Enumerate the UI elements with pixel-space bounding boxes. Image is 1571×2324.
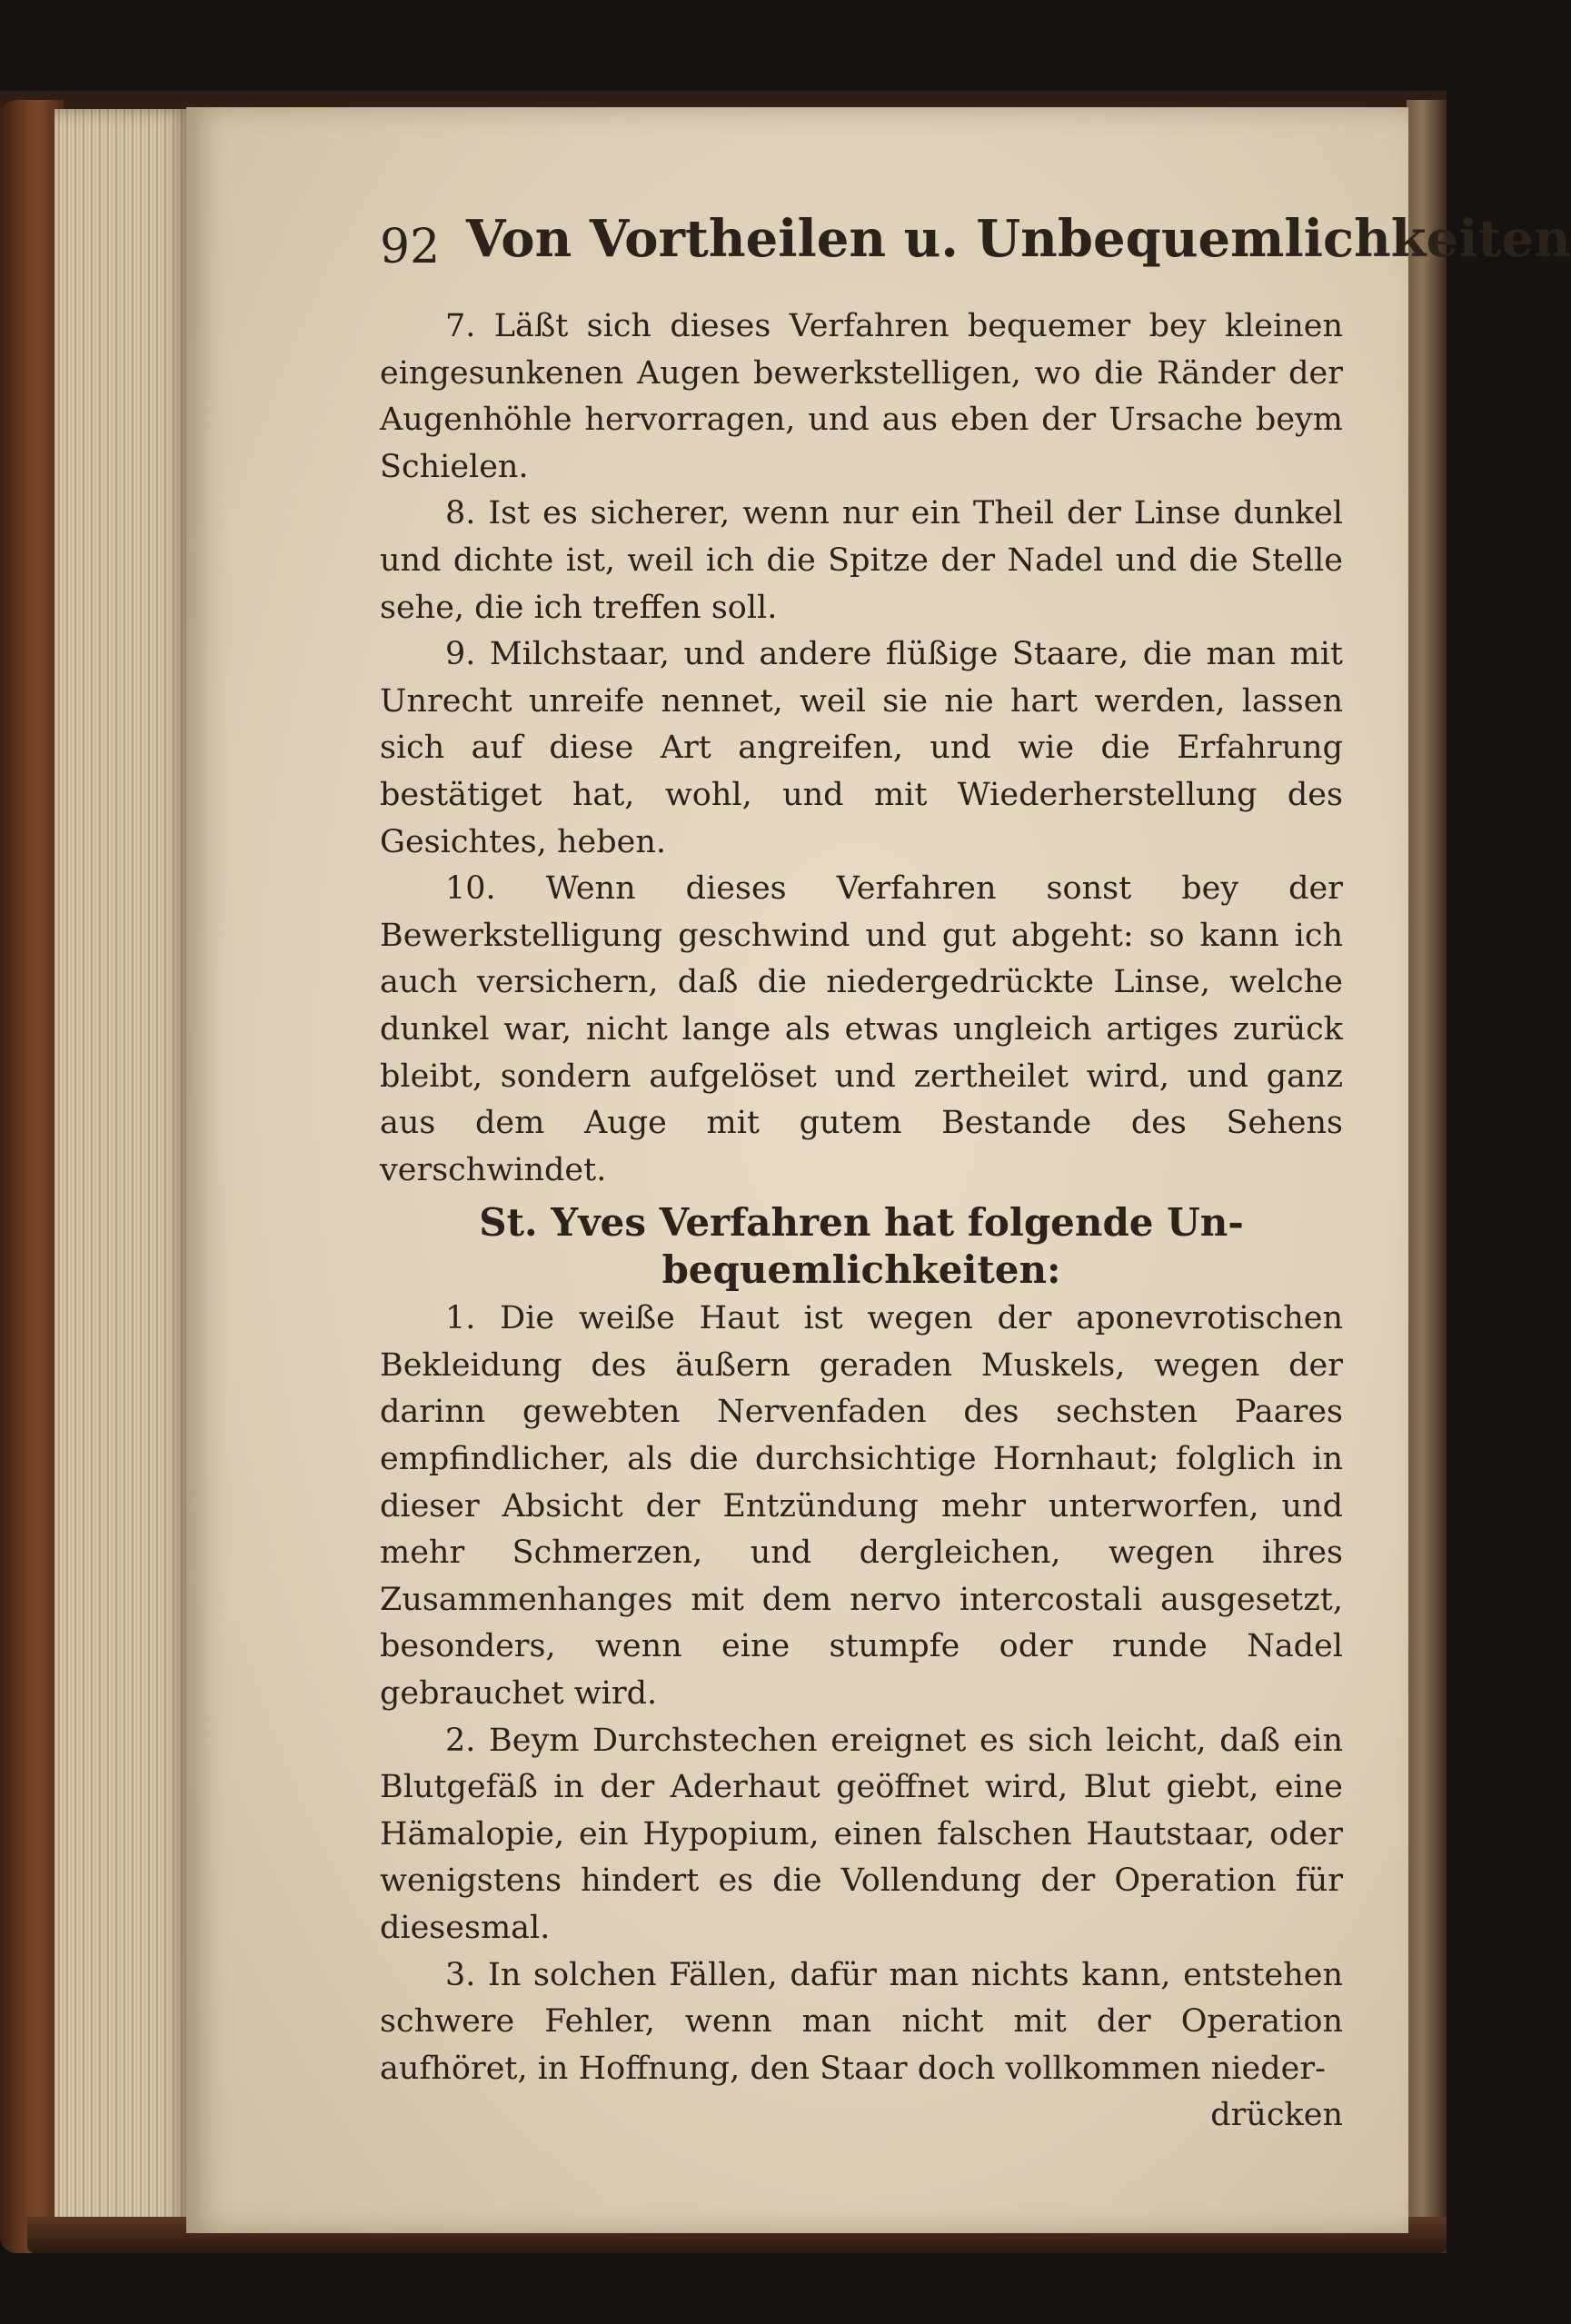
section-heading-line-2: bequemlichkeiten:	[661, 1247, 1061, 1293]
page-number: 92	[380, 220, 441, 274]
section-heading-line-1: St. Yves Verfahren hat folgende Un-	[479, 1200, 1244, 1246]
paragraph-2: 2. Beym Durchstechen ereignet es sich leicht, daß ein Blutgefäß in der Aderhaut geöffnet wird, Blut giebt, eine Hämalopie, ein Hypopium, einen falschen Hautstaar, oder wenigstens hindert es die Vollendung der Operation für diesesmal.	[380, 1722, 1343, 1946]
catchword: drücken	[1210, 2097, 1343, 2134]
paragraph-3: 3. In solchen Fällen, dafür man nichts kann, entstehen schwere Fehler, wenn man nicht mit der Operation aufhöret, in Hoffnung, den Staar doch vollkommen nieder-	[380, 1956, 1343, 2087]
paragraph-1: 1. Die weiße Haut ist wegen der aponevrotischen Bekleidung des äußern geraden Muskels, wegen der darinn gewebten Nervenfaden des sechsten Paares empfindlicher, als die durchsichtige Hornhaut; folglich in dieser Absicht der Entzündung mehr unterworfen, und mehr Schmerzen, und dergleichen, wegen ihres Zusammenhanges mit dem nervo intercostali ausgesetzt, besonders, wenn eine stumpfe oder runde Nadel gebrauchet wird.	[380, 1300, 1343, 1713]
paragraph-7: 7. Läßt sich dieses Verfahren bequemer bey kleinen eingesunkenen Augen bewerkstelligen, wo die Ränder der Augenhöhle hervorragen, und aus eben der Ursache beym Schielen.	[380, 308, 1343, 485]
page-edges	[55, 109, 191, 2244]
running-head: Von Vortheilen u. Unbequemlichkeiten	[466, 209, 1571, 269]
book-cover-right	[1407, 100, 1447, 2253]
section-heading	[380, 1199, 1343, 1294]
paragraph-8: 8. Ist es sicherer, wenn nur ein Theil der Linse dunkel und dichte ist, weil ich die Spitze der Nadel und die Stelle sehe, die ich treffen soll.	[380, 495, 1343, 626]
paragraph-9: 9. Milchstaar, und andere flüßige Staare, die man mit Unrecht unreife nennet, weil sie nie hart werden, lassen sich auf diese Art angreifen, und wie die Erfahrung bestätiget hat, wohl, und mit Wiederherstellung des Gesichtes, heben.	[380, 636, 1343, 860]
page-text	[380, 209, 1571, 2140]
page-header	[380, 209, 1571, 291]
paragraph-10: 10. Wenn dieses Verfahren sonst bey der Bewerkstelligung geschwind und gut abgeht: so kann ich auch versichern, daß die niedergedrückte Linse, welche dunkel war, nicht lange als etwas ungleich artiges zurück bleibt, sondern aufgelöset und zertheilet wird, und ganz aus dem Auge mit gutem Bestande des Sehens verschwindet.	[380, 870, 1343, 1188]
